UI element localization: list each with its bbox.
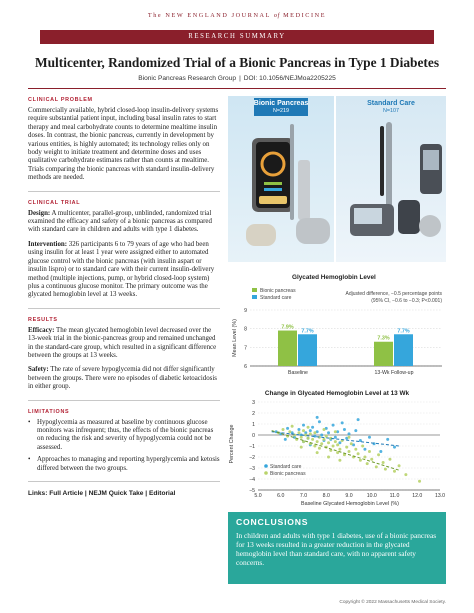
y-axis-label: Mean Level (%) bbox=[232, 319, 238, 357]
scatter-point-bionic bbox=[316, 451, 319, 454]
scatter-point-bionic bbox=[348, 436, 351, 439]
scatter-point-bionic bbox=[418, 480, 421, 483]
scatter-point-bionic bbox=[327, 456, 330, 459]
intervention-text: Intervention: 326 participants 6 to 79 years of age who had been using insulin for at least 1 year were assigned either to automated glucose control with the bionic pancreas (with insulin aspart or insulin lispro) or to standard care with their current insulin-delivery method (multiple injections, pump, or hybrid closed-loop system) plus a continuous glucose monitor. The primary outcome was the glycated hemoglobin level at 13 weeks. bbox=[28, 240, 215, 299]
scatter-point-bionic bbox=[388, 458, 391, 461]
results-heading: RESULTS bbox=[28, 316, 58, 323]
x-tick-label: 8.0 bbox=[322, 493, 330, 499]
legend-swatch bbox=[252, 288, 257, 292]
links-row: Links: Full Article | NEJM Quick Take | Editorial bbox=[28, 490, 176, 497]
legend-label: Standard care bbox=[270, 464, 302, 470]
chart-title: Change in Glycated Hemoglobin Level at 13 Wk bbox=[264, 390, 410, 397]
x-tick-label: 5.0 bbox=[254, 493, 262, 499]
standard-devices-icon bbox=[336, 96, 446, 262]
y-tick-label: −3 bbox=[249, 466, 255, 472]
x-tick-label: 13-Wk Follow-up bbox=[374, 370, 414, 376]
bionic-device-icon bbox=[228, 96, 334, 262]
x-tick-label: 11.0 bbox=[389, 493, 400, 499]
scatter-point-bionic bbox=[348, 450, 351, 453]
scatter-point-bionic bbox=[336, 443, 339, 446]
bionic-pancreas-n: N=219 bbox=[272, 108, 290, 114]
scatter-point-standard bbox=[311, 426, 314, 429]
x-tick-label: 10.0 bbox=[366, 493, 377, 499]
x-tick-label: 9.0 bbox=[345, 493, 353, 499]
y-tick-label: −2 bbox=[249, 455, 255, 461]
section-divider bbox=[28, 400, 220, 401]
scatter-point-bionic bbox=[338, 459, 341, 462]
editorial-link[interactable]: Editorial bbox=[148, 490, 176, 497]
scatter-point-bionic bbox=[297, 431, 300, 434]
y-tick-label: 3 bbox=[252, 400, 255, 406]
scatter-point-bionic bbox=[291, 425, 294, 428]
scatter-point-standard bbox=[348, 432, 351, 435]
scatter-point-bionic bbox=[307, 437, 310, 440]
legend-label: Bionic pancreas bbox=[270, 471, 306, 477]
scatter-point-standard bbox=[393, 446, 396, 449]
scatter-point-standard bbox=[284, 438, 287, 441]
scatter-point-standard bbox=[302, 424, 305, 427]
scatter-point-bionic bbox=[357, 452, 360, 455]
scatter-point-standard bbox=[327, 431, 330, 434]
scatter-point-standard bbox=[386, 438, 389, 441]
scatter-point-standard bbox=[338, 441, 341, 444]
bar bbox=[298, 334, 317, 366]
y-tick-label: 0 bbox=[252, 433, 255, 439]
scatter-point-bionic bbox=[338, 448, 341, 451]
scatter-point-standard bbox=[309, 429, 312, 432]
scatter-point-bionic bbox=[313, 431, 316, 434]
scatter-point-standard bbox=[341, 421, 344, 424]
scatter-point-standard bbox=[357, 418, 360, 421]
section-divider bbox=[28, 191, 220, 192]
scatter-point-standard bbox=[316, 416, 319, 419]
bar-value-label: 7.7% bbox=[301, 328, 314, 335]
full-article-link[interactable]: Full Article bbox=[49, 490, 84, 497]
legend-swatch bbox=[252, 295, 257, 299]
scatter-point-bionic bbox=[354, 448, 357, 451]
legend-swatch bbox=[264, 471, 268, 475]
design-text: Design: A multicenter, parallel-group, unblinded, randomized trial examined the efficacy and safety of a bionic pancreas as compared with standard care in children and adults with type 1 diabetes. bbox=[28, 209, 212, 234]
x-tick-label: 7.0 bbox=[299, 493, 308, 499]
conclusions-text: In children and adults with type 1 diabetes, use of a bionic pancreas for 13 weeks resulted in a greater reduction in the glycated hemoglobin level than standard care, with no apparent safety concerns. bbox=[236, 531, 437, 567]
list-item: • Approaches to managing and reporting hyperglycemia and ketosis differed between the two groups. bbox=[28, 456, 220, 473]
section-divider bbox=[28, 481, 220, 482]
hemoglobin-change-scatter-chart bbox=[228, 386, 446, 508]
scatter-point-bionic bbox=[311, 438, 314, 441]
x-tick-label: 12.0 bbox=[412, 493, 423, 499]
scatter-point-bionic bbox=[359, 459, 362, 462]
standard-care-panel bbox=[336, 96, 446, 262]
scatter-point-bionic bbox=[366, 462, 369, 465]
copyright-footer: Copyright © 2022 Massachusetts Medical Society. bbox=[339, 600, 446, 605]
clinical-problem-text: Commercially available, hybrid closed-loop insulin-delivery systems require substantial patient input, including basal insulin rates to start therapy and meal carbohydrate counts to determine mealtime insulin doses. In contrast, the bionic pancreas, currently in development by various entities, is highly automated; its technology relies only on body weight to initiate treatment and determine doses and uses qualitative carbohydrate estimates rather than counts at mealtime. Trials comparing the bionic pancreas with standard insulin-delivery methods are needed. bbox=[28, 107, 219, 182]
legend-swatch bbox=[264, 464, 268, 468]
scatter-point-bionic bbox=[309, 432, 312, 435]
chart-title: Glycated Hemoglobin Level bbox=[292, 274, 376, 281]
scatter-point-bionic bbox=[398, 464, 401, 467]
scatter-point-bionic bbox=[300, 446, 303, 449]
page-title: Multicenter, Randomized Trial of a Bionic Pancreas in Type 1 Diabetes bbox=[34, 55, 440, 70]
ci-annotation: (95% CI, −0.6 to −0.3; P<0.001) bbox=[371, 298, 442, 304]
quick-take-link[interactable]: NEJM Quick Take bbox=[88, 490, 144, 497]
scatter-point-bionic bbox=[377, 453, 380, 456]
y-tick-label: 6 bbox=[244, 364, 247, 370]
scatter-point-bionic bbox=[318, 447, 321, 450]
scatter-point-bionic bbox=[322, 428, 325, 431]
scatter-point-bionic bbox=[313, 445, 316, 448]
bar-value-label: 7.7% bbox=[397, 328, 410, 335]
scatter-point-bionic bbox=[282, 428, 285, 431]
standard-care-n: N=107 bbox=[382, 108, 400, 114]
conclusions-heading: CONCLUSIONS bbox=[236, 517, 309, 527]
y-tick-label: −4 bbox=[249, 477, 255, 483]
bar-value-label: 7.9% bbox=[281, 324, 294, 331]
y-tick-label: 7 bbox=[244, 345, 247, 352]
scatter-point-standard bbox=[297, 428, 300, 431]
scatter-point-bionic bbox=[370, 458, 373, 461]
bar bbox=[374, 342, 393, 366]
y-tick-label: 1 bbox=[252, 422, 255, 428]
glycated-hemoglobin-bar-chart bbox=[228, 270, 446, 380]
header-rule bbox=[28, 88, 446, 89]
conclusions-box bbox=[228, 512, 446, 584]
scatter-point-bionic bbox=[382, 461, 385, 464]
scatter-point-bionic bbox=[334, 430, 337, 433]
scatter-point-bionic bbox=[300, 436, 303, 439]
y-tick-label: 2 bbox=[252, 411, 255, 417]
scatter-point-bionic bbox=[350, 442, 353, 445]
scatter-point-bionic bbox=[404, 473, 407, 476]
bionic-pancreas-panel bbox=[228, 96, 334, 262]
scatter-point-standard bbox=[332, 424, 335, 427]
safety-text: Safety: The rate of severe hypoglycemia did not differ significantly between the groups. There were no episodes of diabetic ketoacidosis in either group. bbox=[28, 366, 217, 391]
clinical-problem-heading: CLINICAL PROBLEM bbox=[28, 97, 93, 103]
bar-value-label: 7.3% bbox=[377, 335, 390, 342]
scatter-point-standard bbox=[363, 448, 366, 451]
journal-masthead: The NEW ENGLAND JOURNAL of MEDICINE bbox=[147, 12, 327, 19]
bionic-pancreas-label: Bionic Pancreas bbox=[253, 100, 309, 107]
legend-label: Standard care bbox=[260, 295, 292, 301]
scatter-point-standard bbox=[354, 429, 357, 432]
bar bbox=[394, 334, 413, 366]
x-tick-label: Baseline bbox=[288, 370, 308, 376]
scatter-point-bionic bbox=[361, 445, 364, 448]
scatter-point-bionic bbox=[322, 438, 325, 441]
scatter-point-bionic bbox=[288, 430, 291, 433]
scatter-point-bionic bbox=[316, 440, 319, 443]
scatter-point-bionic bbox=[325, 435, 328, 438]
bar bbox=[278, 331, 297, 366]
y-tick-label: 9 bbox=[244, 308, 247, 314]
scatter-point-standard bbox=[343, 428, 346, 431]
y-tick-label: 8 bbox=[244, 326, 247, 333]
x-tick-label: 13.0 bbox=[434, 493, 446, 499]
legend-label: Bionic pancreas bbox=[260, 288, 296, 294]
scatter-point-standard bbox=[368, 436, 371, 439]
difference-annotation: Adjusted difference, −0.5 percentage points bbox=[345, 291, 442, 297]
y-tick-label: −1 bbox=[249, 444, 255, 450]
scatter-point-bionic bbox=[393, 470, 396, 473]
efficacy-text: Efficacy: The mean glycated hemoglobin level decreased over the 13-week trial in the bionic-pancreas group and remained unchanged in the standard-care group, which resulted in a significant difference between the groups at 13 weeks. bbox=[28, 326, 217, 359]
section-divider bbox=[28, 308, 220, 309]
scatter-point-bionic bbox=[345, 446, 348, 449]
scatter-point-bionic bbox=[363, 456, 366, 459]
scatter-point-bionic bbox=[384, 468, 387, 471]
author-group: Bionic Pancreas Research Group bbox=[138, 75, 237, 82]
limitations-heading: LIMITATIONS bbox=[28, 408, 70, 415]
trend-line-standard bbox=[272, 432, 399, 446]
y-tick-label: −5 bbox=[249, 488, 255, 494]
scatter-point-bionic bbox=[327, 441, 330, 444]
left-column bbox=[28, 97, 220, 497]
scatter-point-bionic bbox=[334, 440, 337, 443]
research-summary-banner: RESEARCH SUMMARY bbox=[40, 30, 434, 44]
device-illustration bbox=[228, 96, 446, 262]
scatter-point-standard bbox=[379, 450, 382, 453]
doi-link[interactable]: DOI: 10.1056/NEJMoa2205225 bbox=[243, 75, 336, 82]
scatter-point-bionic bbox=[302, 429, 305, 432]
x-tick-label: 6.0 bbox=[277, 493, 285, 499]
scatter-point-bionic bbox=[332, 445, 335, 448]
scatter-point-standard bbox=[286, 427, 289, 430]
scatter-point-bionic bbox=[368, 450, 371, 453]
limitations-list bbox=[28, 419, 220, 473]
standard-care-label: Standard Care bbox=[367, 100, 415, 107]
byline: Bionic Pancreas Research Group | DOI: 10.1056/NEJMoa2205225 bbox=[138, 75, 336, 82]
scatter-point-bionic bbox=[375, 465, 378, 468]
clinical-trial-heading: CLINICAL TRIAL bbox=[28, 199, 81, 206]
x-axis-label: Baseline Glycated Hemoglobin Level (%) bbox=[301, 501, 399, 507]
scatter-point-standard bbox=[318, 420, 321, 423]
y-axis-label: Percent Change bbox=[229, 424, 235, 464]
scatter-point-standard bbox=[320, 434, 323, 437]
scatter-point-bionic bbox=[307, 426, 310, 429]
scatter-point-bionic bbox=[320, 442, 323, 445]
list-item: • Hypoglycemia as measured at baseline by continuous glucose monitors was infrequent; thus, the effects of the bionic pancreas on reducing the risk and severity of hypoglycemia could not be assessed. bbox=[28, 419, 220, 453]
